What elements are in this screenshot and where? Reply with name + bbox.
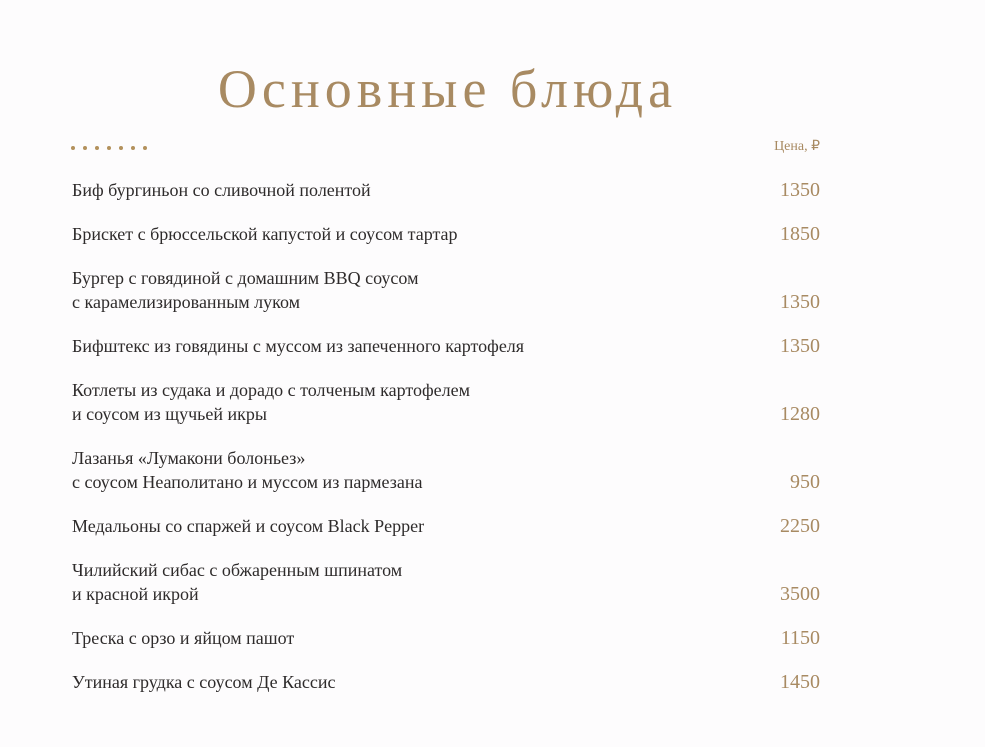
menu-item-price: 1350 — [780, 291, 820, 313]
menu-item-price: 2250 — [780, 515, 820, 537]
menu-item-name — [72, 670, 335, 694]
menu-item-price: 1350 — [780, 179, 820, 201]
menu-item-name — [72, 514, 424, 538]
dot — [131, 146, 135, 150]
dot — [83, 146, 87, 150]
price-column-header: Цена, ₽ — [774, 139, 820, 154]
menu-item-price: 1150 — [780, 627, 820, 649]
menu-item — [72, 178, 820, 202]
menu-item — [72, 558, 820, 606]
menu-item-name-line: с карамелизированным луком — [72, 292, 301, 312]
menu-item-name-line: и красной икрой — [72, 584, 199, 604]
menu-item-name-line: Биф бургиньон со сливочной полентой — [72, 180, 371, 200]
menu-item-name-line: Бургер с говядиной с домашним BBQ соусом — [72, 268, 419, 288]
menu-item-price: 1450 — [780, 671, 820, 693]
menu-item — [72, 514, 820, 538]
menu-item-name — [72, 558, 402, 606]
dot — [71, 146, 75, 150]
menu-item-price: 950 — [790, 471, 820, 493]
dot — [107, 146, 111, 150]
menu-item-name-line: Лазанья «Лумакони болоньез» — [72, 448, 306, 468]
menu-item-price: 1850 — [780, 223, 820, 245]
menu-item — [72, 670, 820, 694]
menu-item-name-line: Медальоны со спаржей и соусом Black Pepper — [72, 516, 425, 536]
menu-item-name — [72, 378, 470, 426]
menu-item-name — [72, 446, 422, 494]
menu-item-price: 1280 — [780, 403, 820, 425]
menu-item-name-line: Треска с орзо и яйцом пашот — [72, 628, 295, 648]
menu-item-name-line: Брискет с брюссельской капустой и соусом тартар — [72, 224, 458, 244]
menu-item — [72, 446, 820, 494]
menu-item-name-line: Котлеты из судака и дорадо с толченым картофелем — [72, 380, 471, 400]
menu-item-name-line: с соусом Неаполитано и муссом из пармезана — [72, 472, 423, 492]
menu-item-name — [72, 626, 294, 650]
dots-divider — [71, 146, 147, 150]
menu-item-name — [72, 178, 371, 202]
menu-item — [72, 334, 820, 358]
page-title: Основные блюда — [217, 59, 678, 119]
dot — [143, 146, 147, 150]
menu-item-price: 1350 — [780, 335, 820, 357]
menu-item-name-line: и соусом из щучьей икры — [72, 404, 267, 424]
menu-item — [72, 222, 820, 246]
dot — [95, 146, 99, 150]
menu-item — [72, 378, 820, 426]
dot — [119, 146, 123, 150]
menu-item-name — [72, 222, 458, 246]
menu-item-price: 3500 — [780, 583, 820, 605]
menu-item-name-line: Чилийский сибас с обжаренным шпинатом — [72, 560, 403, 580]
menu-item-name-line: Бифштекс из говядины с муссом из запеченного картофеля — [72, 336, 525, 356]
menu-item — [72, 266, 820, 314]
menu-item-name — [72, 266, 418, 314]
menu-item-name-line: Утиная грудка с соусом Де Кассис — [72, 672, 336, 692]
menu-item — [72, 626, 820, 650]
menu-item-name — [72, 334, 524, 358]
menu-list — [72, 178, 820, 714]
